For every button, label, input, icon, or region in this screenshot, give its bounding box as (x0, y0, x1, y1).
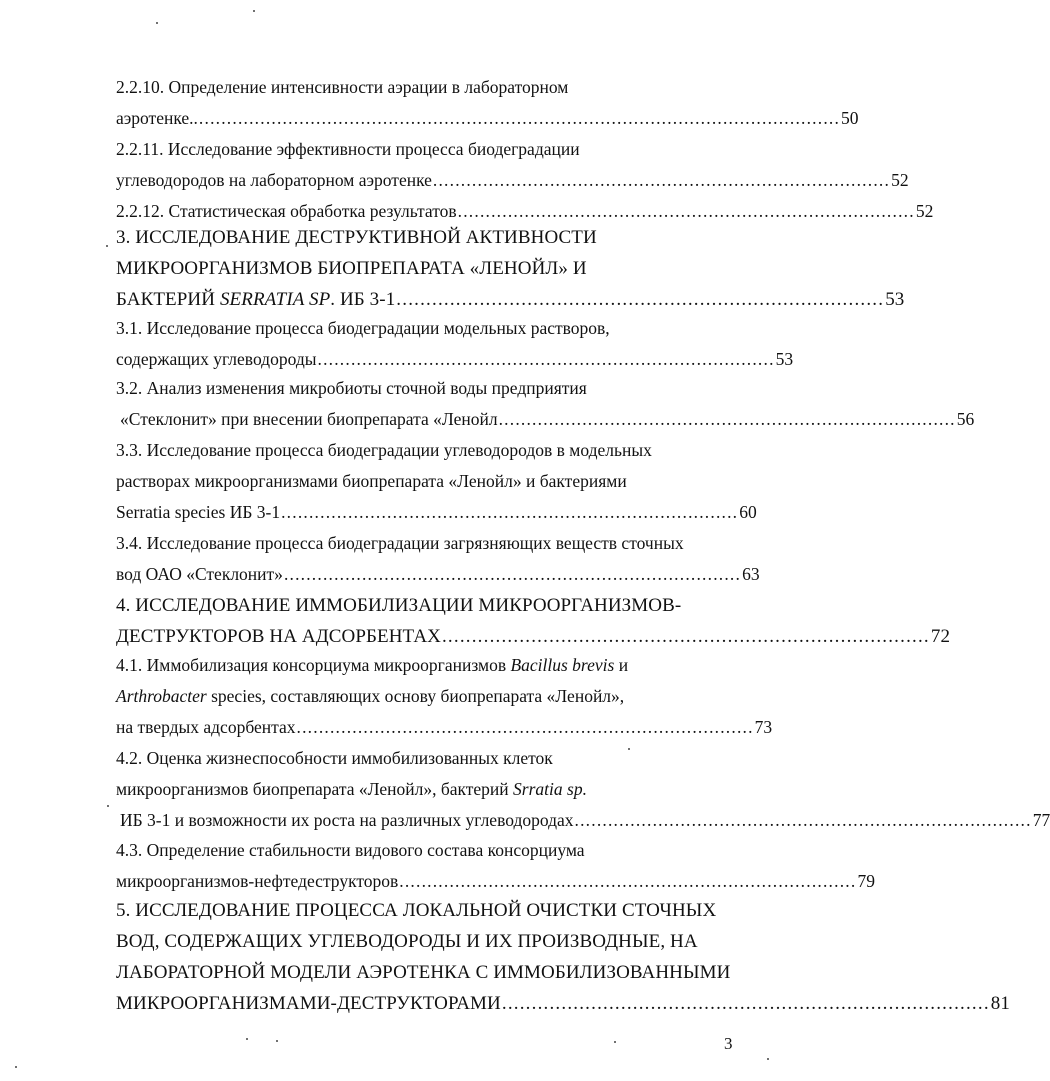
toc-4-3-page: 79 (857, 871, 875, 891)
toc-4-line2: ДЕСТРУКТОРОВ НА АДСОРБЕНТАХ (116, 626, 441, 647)
toc-4-2-line1: 4.2. Оценка жизнеспособности иммобилизованных клеток (116, 748, 553, 768)
toc-4-2-species: Srratia sp. (513, 779, 587, 799)
toc-4-page: 72 (930, 626, 951, 647)
toc-3-2-line2: «Стеклонит» при внесении биопрепарата «Ленойл (120, 409, 498, 429)
toc-leader: .................................................................................. (457, 201, 915, 221)
toc-leader: .................................................................................. (498, 409, 956, 429)
toc-leader: .................................................................................. (399, 871, 857, 891)
toc-3-3-line2: растворах микроорганизмами биопрепарата «Ленойл» и бактериями (116, 471, 627, 491)
toc-4-3-line1: 4.3. Определение стабильности видового состава консорциума (116, 840, 585, 860)
toc-leader: .................................................................................. (432, 170, 891, 190)
toc-2-2-10-page: 50 (841, 108, 859, 128)
toc-2-2-12-page: 52 (915, 201, 934, 221)
page-number: 3 (724, 1034, 733, 1053)
toc-4-1-line3: на твердых адсорбентах (116, 717, 296, 737)
toc-5-line4: МИКРООРГАНИЗМАМИ-ДЕСТРУКТОРАМИ (116, 993, 501, 1014)
toc-3-3-line3: Serratia species ИБ 3-1 (116, 502, 281, 522)
toc-4-1-line2 (116, 680, 741, 712)
toc-2-2-10-line2: аэротенке.. (116, 108, 198, 128)
toc-5-line2: ВОД, СОДЕРЖАЩИХ УГЛЕВОДОРОДЫ И ИХ ПРОИЗВОДНЫЕ, НА (116, 931, 698, 952)
toc-3-3-page: 60 (739, 502, 757, 522)
toc-5-page: 81 (990, 993, 1010, 1014)
scan-speck (614, 1041, 616, 1043)
toc-4-3-line2: микроорганизмов-нефтедеструкторов (116, 871, 399, 891)
scan-speck (253, 10, 255, 12)
toc-5-line1: 5. ИССЛЕДОВАНИЕ ПРОЦЕССА ЛОКАЛЬНОЙ ОЧИСТКИ СТОЧНЫХ (116, 900, 717, 921)
toc-4-line1: 4. ИССЛЕДОВАНИЕ ИММОБИЛИЗАЦИИ МИКРООРГАНИЗМОВ- (116, 595, 682, 616)
toc-4-1-page: 73 (754, 717, 773, 737)
toc-4-1-line1-text: 4.1. Иммобилизация консорциума микроорганизмов (116, 655, 511, 675)
toc-3-2-entry (116, 403, 975, 435)
toc-3-4-page: 63 (742, 564, 760, 584)
toc-3-page: 53 (885, 289, 905, 310)
scan-speck (628, 748, 630, 750)
toc-3-line3-suffix: . ИБ 3-1 (330, 289, 396, 310)
toc-leader: .................................................................................. (281, 502, 739, 522)
toc-leader: ................................................................................................................... (198, 108, 841, 128)
toc-4-2-page: 77 (1032, 810, 1050, 830)
scan-speck (767, 1058, 769, 1060)
scan-speck (107, 805, 109, 807)
toc-2-2-10-line1: 2.2.10. Определение интенсивности аэрации в лабораторном (116, 77, 569, 97)
toc-3-3-entry (116, 496, 757, 528)
toc-3-line1: 3. ИССЛЕДОВАНИЕ ДЕСТРУКТИВНОЙ АКТИВНОСТИ (116, 227, 597, 248)
toc-3-1-line1: 3.1. Исследование процесса биодеградации модельных растворов, (116, 318, 610, 338)
scan-speck (276, 1040, 278, 1042)
toc-4-1-line2-text: species, составляющих основу биопрепарата «Ленойл», (206, 686, 625, 706)
toc-3-line2: МИКРООРГАНИЗМОВ БИОПРЕПАРАТА «ЛЕНОЙЛ» И (116, 258, 587, 279)
toc-leader: .................................................................................. (501, 993, 990, 1014)
toc-3-2-line1: 3.2. Анализ изменения микробиоты сточной воды предприятия (116, 378, 587, 398)
toc-3-1-entry (116, 343, 794, 375)
scan-speck (156, 22, 158, 24)
toc-2-2-11-page: 52 (891, 170, 909, 190)
toc-4-1-line1 (116, 649, 741, 681)
toc-leader: .................................................................................. (317, 349, 775, 369)
toc-2-2-11-line1: 2.2.11. Исследование эффективности процесса биодеградации (116, 139, 580, 159)
toc-leader: .................................................................................. (574, 810, 1032, 830)
scan-speck (246, 1038, 248, 1040)
toc-4-1-entry (116, 711, 773, 743)
toc-2-2-10-entry (116, 102, 859, 134)
toc-3-species: SERRATIA SP (219, 289, 331, 310)
toc-4-2-line3: ИБ 3-1 и возможности их роста на различных углеводородах (120, 810, 574, 830)
toc-leader: .................................................................................. (441, 626, 930, 647)
toc-3-2-page: 56 (956, 409, 975, 429)
toc-4-2-entry (116, 804, 1050, 836)
toc-4-1-line1-tail: и (614, 655, 629, 675)
toc-3-line3-prefix: БАКТЕРИЙ (116, 289, 220, 310)
toc-3-1-page: 53 (775, 349, 794, 369)
toc-3-3-line1: 3.3. Исследование процесса биодеградации углеводородов в модельных (116, 440, 652, 460)
toc-2-2-11-line2: углеводородов на лабораторном аэротенке (116, 170, 432, 190)
toc-4-1-genus: Arthrobacter (116, 686, 207, 706)
toc-3-1-line2: содержащих углеводороды (116, 349, 317, 369)
toc-leader: .................................................................................. (296, 717, 754, 737)
toc-leader: .................................................................................. (396, 289, 885, 310)
scan-speck (15, 1066, 17, 1068)
toc-2-2-11-entry (116, 164, 909, 196)
toc-4-1-species: Bacillus brevis (510, 655, 615, 675)
toc-5-entry (116, 988, 1010, 1020)
toc-4-2-line2 (116, 773, 741, 805)
scan-speck (106, 245, 108, 247)
toc-leader: .................................................................................. (283, 564, 742, 584)
toc-2-2-12-line1: 2.2.12. Статистическая обработка результатов (116, 201, 457, 221)
toc-3-4-line1: 3.4. Исследование процесса биодеградации загрязняющих веществ сточных (116, 533, 684, 553)
toc-3-4-line2: вод ОАО «Стеклонит» (116, 564, 283, 584)
toc-4-3-entry (116, 865, 875, 897)
toc-3-4-entry (116, 558, 760, 590)
toc-4-2-line2-text: микроорганизмов биопрепарата «Ленойл», бактерий (116, 779, 514, 799)
toc-5-line3: ЛАБОРАТОРНОЙ МОДЕЛИ АЭРОТЕНКА С ИММОБИЛИЗОВАННЫМИ (116, 962, 731, 983)
